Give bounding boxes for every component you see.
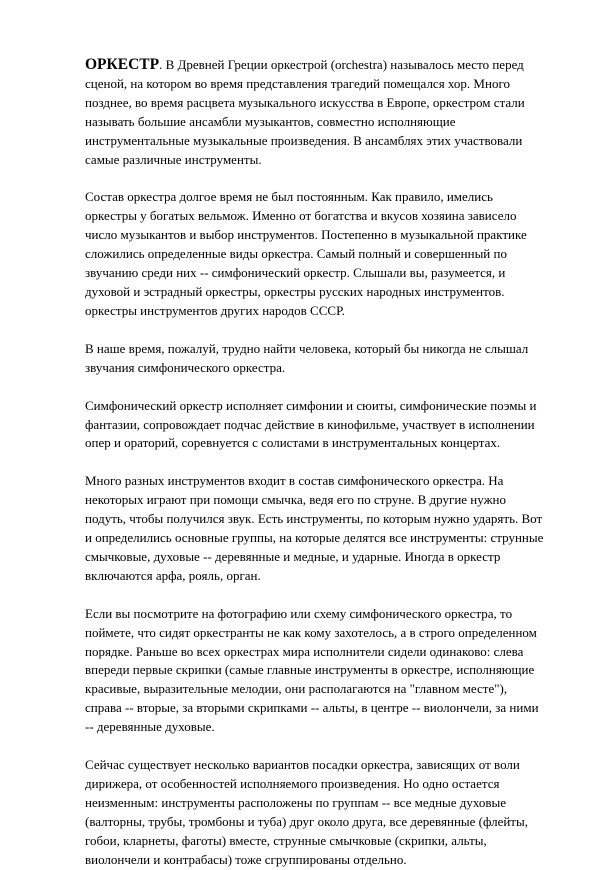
paragraph-2: Состав оркестра долгое время не был постоянным. Как правило, имелись оркестры у богатых вельмож. Именно от богатства и вкусов хозяина зависело число музыкантов и выбор инструментов. Постепенно в музыкальной практике сложились определенные виды оркестра. Самый полный и совершенный по звучанию среди них -- симфонический оркестр. Слышали вы, разумеется, и духовой и эстрадный оркестры, оркестры русских народных инструментов. оркестры инструментов других народов СССР. [85,189,527,318]
paragraph-5: Много разных инструментов входит в состав симфонического оркестра. На некоторых играют при помощи смычка, ведя его по струне. В другие нужно подуть, чтобы получился звук. Есть инструменты, по которым нужно ударять. Вот и определились основные группы, на которые делятся все инструменты: струнные смычковые, духовые -- деревянные и медные, и ударные. Иногда в оркестр включаются арфа, рояль, орган. [85,473,544,583]
paragraph-7: Сейчас существует несколько вариантов посадки оркестра, зависящих от воли дирижера, от особенностей исполняемого произведения. Но одно остается неизменным: инструменты расположены по группам -- все медные духовые (валторны, трубы, тромбоны и туба) друг около друга, все деревянные (флейты, гобои, кларнеты, фаготы) вместе, струнные смычковые (скрипки, альты, виолончели и контрабасы) тоже сгруппированы отдельно. [85,757,528,867]
paragraph-1-text: . В Древней Греции оркестрой (orchestra) называлось место перед сценой, на котором во время представления трагедий помещался хор. Много позднее, во время расцвета музыкального искусства в Европе, оркестром стали называть большие ансамбли музыкантов, совместно исполняющие инструментальные музыкальные произведения. В ансамблях этих участвовали самые различные инструменты. [85,57,525,167]
paragraph-6: Если вы посмотрите на фотографию или схему симфонического оркестра, то поймете, что сидят оркестранты не как кому захотелось, а в строго определенном порядке. Раньше во всех оркестрах мира исполнители сидели одинаково: слева впереди первые скрипки (самые главные инструменты в оркестре, исполняющие красивые, выразительные мелодии, они располагаются на "главном месте"), справа -- вторые, за вторыми скрипками -- альты, в центре -- виолончели, за ними -- деревянные духовые. [85,605,539,735]
paragraph-3: В наше время, пожалуй, трудно найти человека, который бы никогда не слышал звучания симфонического оркестра. [85,340,529,375]
heading-word: ОРКЕСТР [85,56,160,73]
paragraph-4: Симфонический оркестр исполняет симфонии и сюиты, симфонические поэмы и фантазии, сопровождает подчас действие в кинофильме, участвует в исполнении опер и ораторий, соревнуется с солистами в инструментальных концертах. [85,397,537,451]
paragraph-1 [85,56,545,169]
